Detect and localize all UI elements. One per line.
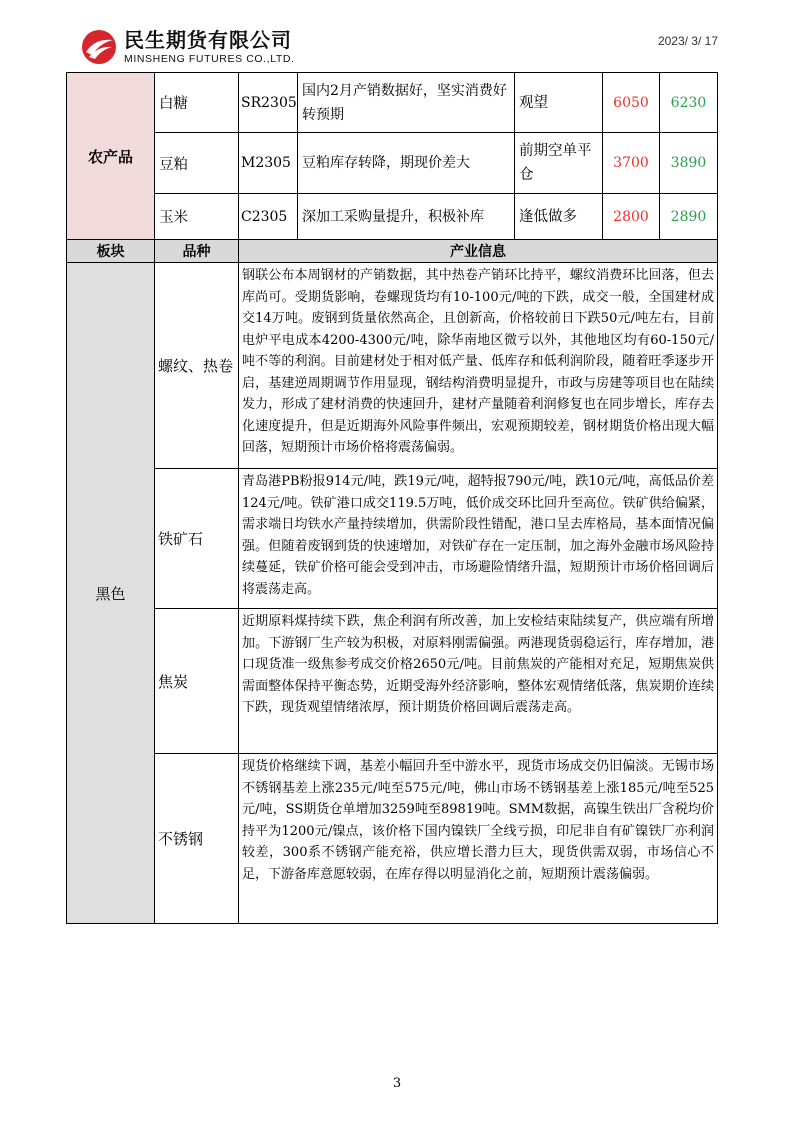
industry-info-cell: 近期原料煤持续下跌，焦企利润有所改善，加上安检结束陆续复产，供应端有所增加。下游钢厂生产较为积极，对原料刚需偏强。两港现货弱稳运行，库存增加，港口现货准一级焦参考成交价格2650元/吨。目前焦炭的产能相对充足，短期焦炭供需面整体保持平衡态势，近期受海外经济影响，整体宏观情绪低落，焦炭期价连续下跌，现货观望情绪浓厚，预计期货价格回调后震荡走高。 xyxy=(239,609,718,754)
table-row xyxy=(67,754,718,924)
price-high-cell: 6230 xyxy=(660,73,718,133)
table-row xyxy=(67,133,718,194)
advice-cell: 前期空单平仓 xyxy=(515,133,603,194)
table-row xyxy=(67,609,718,754)
industry-info-cell: 青岛港PB粉报914元/吨，跌19元/吨，超特报790元/吨，跌10元/吨，高低品价差124元/吨。铁矿港口成交119.5万吨，低价成交环比回升至高位。铁矿供给偏紧，需求端日均铁水产量持续增加，供需阶段性错配，港口呈去库格局，基本面情况偏强。但随着废钢到货的快速增加，对铁矿存在一定压制，加之海外金融市场风险持续蔓延，铁矿价格可能会受到冲击，市场避险情绪升温，短期预计市场价格回调后将震荡走高。 xyxy=(239,469,718,609)
industry-info-cell: 钢联公布本周钢材的产销数据，其中热卷产销环比持平，螺纹消费环比回落，但去库尚可。受期货影响，卷螺现货均有10-100元/吨的下跌，成交一般，全国建材成交14万吨。废钢到货量依然高企，且创新高，价格较前日下跌50元/吨左右，目前电炉平电成本4200-4300元/吨，除华南地区微亏以外，其他地区均有60-150元/吨不等的利润。目前建材处于相对低产量、低库存和低利润阶段，随着旺季逐步开启，基建逆周期调节作用显现，钢结构消费明显提升，市政与房建等项目也在陆续发力，形成了建材消费的快速回升，建材产量随着利润修复也在同步增长，库存去化速度提升，但是近期海外风险事件频出，宏观预期较差，钢材期货价格出现大幅回落，短期预计市场价格将震荡偏弱。 xyxy=(239,263,718,469)
reason-cell: 国内2月产销数据好，坚实消费好转预期 xyxy=(298,73,515,133)
variety-cell: 白糖 xyxy=(155,73,239,133)
variety-cell: 焦炭 xyxy=(155,609,239,754)
page-number: 3 xyxy=(392,1076,402,1091)
advice-cell: 观望 xyxy=(515,73,603,133)
minsheng-logo-icon xyxy=(80,28,118,66)
reason-cell: 深加工采购量提升，积极补库 xyxy=(298,194,515,240)
report-date: 2023/ 3/ 17 xyxy=(657,34,718,48)
variety-cell: 不锈钢 xyxy=(155,754,239,924)
contract-code-cell: SR2305 xyxy=(239,73,298,133)
industry-info-cell: 现货价格继续下调，基差小幅回升至中游水平，现货市场成交仍旧偏淡。无锡市场不锈钢基差上涨235元/吨至575元/吨，佛山市场不锈钢基差上涨185元/吨至525元/吨，SS期货仓单增加3259吨至89819吨。SMM数据，高镍生铁出厂含税均价持平为1200元/镍点，该价格下国内镍铁厂全线亏损，印尼非自有矿镍铁厂亦利润较差，300系不锈钢产能充裕，供应增长潜力巨大，现货供需双弱，市场信心不足，下游备库意愿较弱，在库存得以明显消化之前，短期预计震荡偏弱。 xyxy=(239,754,718,924)
contract-code-cell: M2305 xyxy=(239,133,298,194)
variety-cell: 豆粕 xyxy=(155,133,239,194)
header-variety: 品种 xyxy=(155,240,239,263)
contract-code-cell: C2305 xyxy=(239,194,298,240)
info-header-row xyxy=(67,240,718,263)
company-name-en: MINSHENG FUTURES CO.,LTD. xyxy=(124,53,295,65)
variety-cell: 玉米 xyxy=(155,194,239,240)
table-row xyxy=(67,469,718,609)
advice-cell: 逢低做多 xyxy=(515,194,603,240)
variety-cell: 螺纹、热卷 xyxy=(155,263,239,469)
table-row xyxy=(67,73,718,133)
header-info: 产业信息 xyxy=(239,240,718,263)
price-high-cell: 3890 xyxy=(660,133,718,194)
price-low-cell: 3700 xyxy=(603,133,660,194)
sector-cell-agri: 农产品 xyxy=(67,73,155,240)
price-high-cell: 2890 xyxy=(660,194,718,240)
header-sector: 板块 xyxy=(67,240,155,263)
price-low-cell: 2800 xyxy=(603,194,660,240)
company-name-cn: 民生期货有限公司 xyxy=(124,28,292,52)
report-table xyxy=(66,72,718,924)
reason-cell: 豆粕库存转降，期现价差大 xyxy=(298,133,515,194)
sector-cell-black: 黑色 xyxy=(67,263,155,924)
table-row xyxy=(67,263,718,469)
price-low-cell: 6050 xyxy=(603,73,660,133)
variety-cell: 铁矿石 xyxy=(155,469,239,609)
company-logo xyxy=(80,28,295,66)
table-row xyxy=(67,194,718,240)
